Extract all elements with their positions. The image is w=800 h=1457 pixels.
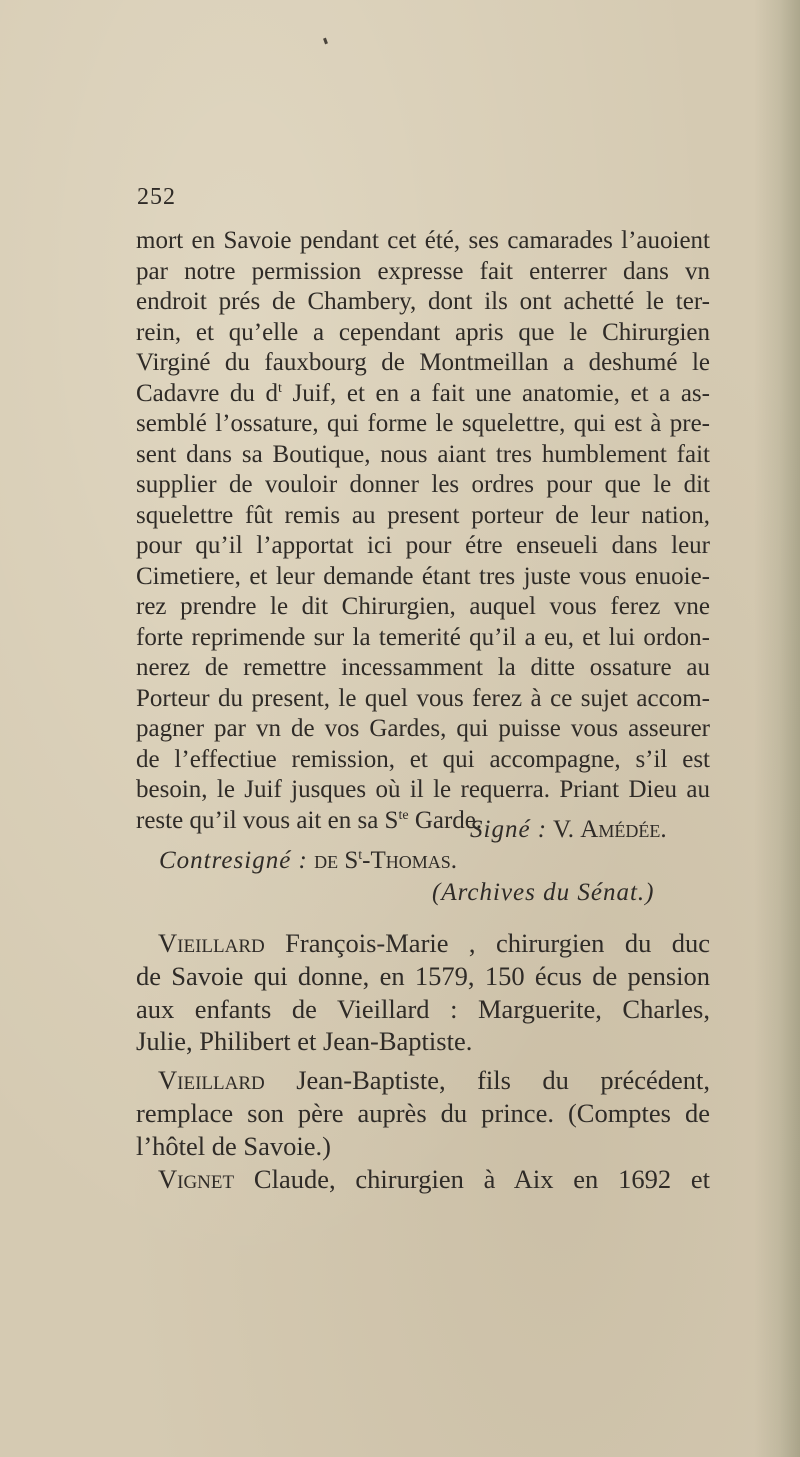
entry-surname: Vieillard bbox=[158, 928, 265, 958]
superscript: t bbox=[358, 848, 363, 863]
entry-line: aux enfants de Vieillard : Marguerite, Charles, bbox=[136, 993, 710, 1024]
text-line: semblé l’ossature, qui forme le squelettre, qui est à pre- bbox=[136, 410, 710, 437]
entry-line bbox=[136, 927, 710, 960]
text-fragment: Garde. bbox=[408, 806, 483, 834]
text-line: squelettre fût remis au present porteur de leur nation, bbox=[136, 501, 710, 529]
countersignature-label: Contresigné : bbox=[159, 847, 308, 874]
text-line: sent dans sa Boutique, nous aiant tres humblement fait bbox=[136, 440, 710, 468]
signature-name: Amédée. bbox=[580, 816, 667, 843]
text-line: endroit prés de Chambery, dont ils ont achetté le ter- bbox=[136, 288, 710, 315]
text-line: besoin, le Juif jusques où il le requerra. Priant Dieu au bbox=[136, 776, 710, 803]
entry-line bbox=[136, 1064, 710, 1097]
text-line: forte reprimende sur la temerité qu’il a eu, et lui ordon- bbox=[136, 623, 710, 651]
signature-initial: V. bbox=[552, 816, 581, 843]
countersignature-s: S bbox=[338, 847, 359, 874]
entry-line: Julie, Philibert et Jean-Baptiste. bbox=[136, 1026, 473, 1057]
entry-surname: Vieillard bbox=[158, 1065, 265, 1096]
source-citation: (Archives du Sénat.) bbox=[432, 879, 655, 906]
countersignature-particle: de bbox=[314, 847, 339, 874]
superscript: t bbox=[278, 380, 282, 396]
entry-line: de Savoie qui donne, en 1579, 150 écus de pension bbox=[136, 960, 710, 991]
letter-text bbox=[136, 226, 710, 836]
text-line bbox=[136, 379, 710, 410]
text-fragment: Cadavre du d bbox=[136, 379, 278, 407]
text-fragment: Claude, chirurgien à Aix en 1692 et bbox=[234, 1163, 710, 1194]
entries bbox=[136, 927, 710, 1195]
text-line: supplier de vouloir donner les ordres pour que le dit bbox=[136, 471, 710, 498]
entry-line bbox=[136, 1163, 710, 1196]
text-line: rez prendre le dit Chirurgien, auquel vous ferez vne bbox=[136, 593, 710, 620]
text-line: Cimetiere, et leur demande étant tres juste vous enuoie- bbox=[136, 562, 710, 590]
signature-label: Signé : bbox=[470, 816, 548, 843]
countersignature-name: -Thomas. bbox=[362, 847, 458, 874]
text-line: de l’effectiue remission, et qui accompagne, s’il est bbox=[136, 745, 710, 773]
text-line: pagner par vn de vos Gardes, qui puisse vous asseurer bbox=[136, 715, 710, 742]
countersignature-line bbox=[159, 846, 457, 876]
text-line: mort en Savoie pendant cet été, ses camarades l’auoient bbox=[136, 227, 710, 254]
page-number: 252 bbox=[137, 184, 176, 210]
text-line: nerez de remettre incessamment la ditte ossature au bbox=[136, 654, 710, 681]
text-line: Porteur du present, le quel vous ferez à ce sujet accom- bbox=[136, 684, 710, 712]
entry-surname: Vignet bbox=[158, 1163, 235, 1194]
text-fragment: reste qu’il vous ait en sa S bbox=[136, 806, 399, 834]
text-line: pour qu’il l’apportat ici pour étre enseueli dans leur bbox=[136, 532, 710, 559]
entry-line: remplace son père auprès du prince. (Comptes de bbox=[136, 1097, 710, 1128]
ink-speck bbox=[323, 38, 328, 45]
entry-line: l’hôtel de Savoie.) bbox=[136, 1130, 332, 1161]
page-edge-shadow bbox=[754, 0, 800, 1457]
text-fragment: François-Marie , chirurgien du duc bbox=[264, 928, 710, 958]
text-line: par notre permission expresse fait enterrer dans vn bbox=[136, 257, 710, 285]
text-fragment: Jean-Baptiste, fils du précédent, bbox=[264, 1065, 710, 1096]
text-line: rein, et qu’elle a cependant apris que le Chirurgien bbox=[136, 318, 710, 346]
text-fragment: Juif, et en a fait une anatomie, et a as- bbox=[281, 379, 710, 407]
text-line: Virginé du fauxbourg de Montmeillan a deshumé le bbox=[136, 349, 710, 376]
superscript: te bbox=[398, 807, 409, 823]
signature-line bbox=[470, 815, 667, 845]
